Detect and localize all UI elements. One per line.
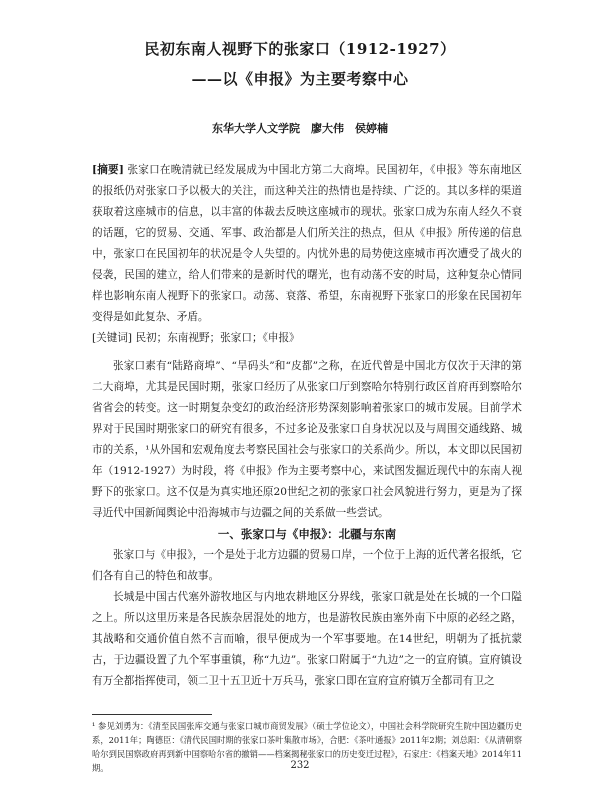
footnote: ¹ 参见刘勇为：《清至民国张库交通与张家口城市商贸发展》（硕士学位论文），中国社会科学院研究生院中国边疆历史系，2011年；陶德臣：《清代民国时期的张家口茶叶集散市场》，合肥：《茶叶通报》2011年2期；刘总阳：《从清朝察哈尔到民国察政府再到新中国察哈尔省的撤销——档案揭秘张家口的历史变迁过程》，石家庄：《档案天地》2014年11期。 [92, 721, 522, 773]
abstract-block [92, 160, 522, 328]
footnote-divider [92, 714, 212, 715]
body-paragraph: 张家口与《申报》，一个是处于北方边疆的贸易口岸，一个位于上海的近代著名报纸，它们各有自己的特色和故事。 [92, 549, 522, 582]
intro-paragraph: 张家口素有“陆路商埠”、“旱码头”和“皮都”之称，在近代曾是中国北方仅次于天津的第二大商埠，尤其是民国时期，张家口经历了从张家口厅到察哈尔特别行政区首府再到察哈尔省省会的转变。这一时期复杂变幻的政治经济形势深刻影响着张家口的城市发展。目前学术界对于民国时期张家口的研究有很多，不过多论及张家口自身状况以及与周围交通线路、城市的关系，¹从外国和宏观角度去考察民国社会与张家口的关系尚少。所以，本文即以民国初年（1912-1927）为时段，将《申报》作为主要考察中心，来试图发掘近现代中的东南人视野下的张家口。这不仅是为真实地还原20世纪之初的张家口社会风貌进行努力，更是为了探寻近代中国新闻舆论中沿海城市与边疆之间的关系做一些尝试。 [92, 360, 522, 519]
keywords-block [92, 330, 522, 345]
paper-subtitle: ——以《申报》为主要考察中心 [191, 70, 409, 88]
body-text [92, 356, 522, 692]
paper-title: 民初东南人视野下的张家口（1912-1927） [144, 40, 456, 58]
keywords-text: 民初；东南视野；张家口；《申报》 [135, 332, 300, 344]
abstract-label: [摘要] [92, 164, 124, 176]
page-number: 232 [290, 760, 310, 771]
keywords-label: [关键词] [92, 332, 133, 344]
abstract-text: 张家口在晚清就已经发展成为中国北方第二大商埠。民国初年，《申报》等东南地区的报纸仍对张家口予以极大的关注，而这种关注的热情也是持续、广泛的。其以多样的渠道获取着这座城市的信息，以丰富的体裁去反映这座城市的现状。张家口成为东南人经久不衰的话题，它的贸易、交通、军事、政治都是人们所关注的热点，但从《申报》所传递的信息中，张家口在民国初年的状况是令人失望的。内忧外患的局势使这座城市再次遭受了战火的侵袭，民国的建立，给人们带来的是新时代的曙光，也有动荡不安的时局，这种复杂心情同样也影响东南人视野下的张家口。动荡、衰落、希望，东南视野下张家口的形象在民国初年变得是如此复杂、矛盾。 [92, 164, 522, 323]
authors-line: 东华大学人文学院 廖大伟 侯婷楠 [212, 122, 388, 135]
section-heading: 一、张家口与《申报》：北疆与东南 [217, 527, 397, 541]
body-paragraph: 长城是中国古代塞外游牧地区与内地农耕地区分界线，张家口就是处在长城的一个口隘之上。所以这里历来是各民族杂居混处的地方，也是游牧民族由塞外南下中原的必经之路，其战略和交通价值自然不言而喻，很早便成为一个军事要地。在14世纪，明朝为了抵抗蒙古，于边疆设置了九个军事重镇，称“九边”。张家口附属于“九边”之一的宣府镇。宣府镇设有万全都指挥使司，领二卫十五卫近十万兵马，张家口即在宣府宣府镇万全都司有卫之 [92, 591, 522, 687]
